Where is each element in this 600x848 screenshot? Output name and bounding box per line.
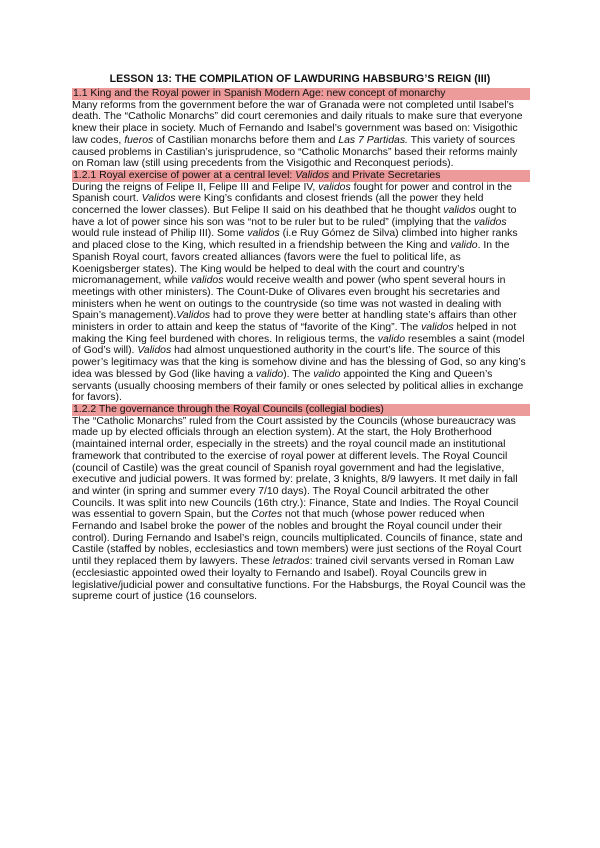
italic-term: valido [450, 240, 478, 252]
italic-term: Cortes [251, 509, 283, 521]
heading-text-run: and Private Secretaries [329, 169, 441, 181]
text-run: (i.e Ruy Gómez de Silva) climbed into higher ranks and placed close to the King, which resulted in a friendship between the King and [72, 228, 518, 252]
italic-term: valido [255, 368, 284, 380]
italic-term: validos [318, 181, 351, 193]
italic-term: validos [247, 228, 280, 240]
italic-term: valido [377, 333, 406, 345]
text-run: ). The [283, 368, 314, 380]
italic-term: validos [190, 275, 224, 287]
heading-text-run: 1.1 King and the Royal power in Spanish Modern Age: new concept of monarchy [73, 88, 446, 99]
text-run: appointed the King and Queen’s servants (usually choosing members of their family or ones selected by political allies in exchange for favors). [72, 368, 524, 404]
text-run: Many reforms from the government before the war of Granada were not completed until Isabel’s death. The “Catholic Monarchs” did court ceremonies and daily rituals to make sure that everyone knew their place in society. Much of Fernando and Isabel’s government was based on: Visigothic law codes, [72, 99, 523, 146]
text-run: : trained civil servants versed in Roman Law (ecclesiastic appointed owed their loyalty to Fernando and Isabel). Royal Councils grew in legislative/judicial power and consultative functions. For the Habsburgs, the Royal Council was the supreme court of justice (16 counselors. [72, 556, 526, 603]
text-run: fought for power and control in the Spanish court. [72, 181, 512, 205]
section-heading [72, 88, 530, 100]
italic-term: validos [443, 205, 476, 217]
heading-text-run: 1.2.2 The governance through the Royal Councils (collegial bodies) [73, 403, 384, 415]
section-paragraph [72, 416, 530, 603]
italic-term: validos [421, 322, 454, 334]
text-run: resembles a saint (model of God’s will). [72, 333, 525, 357]
document-body [72, 88, 530, 603]
section-paragraph [72, 182, 530, 404]
italic-term: Las 7 Partidas. [338, 134, 408, 146]
heading-text-run: 1.2.1 Royal exercise of power at a central level: [73, 169, 296, 181]
text-run: had to prove they were better at handling state’s affairs than other ministers in order to attain and keep the status of “favorite of the King”. The [72, 310, 517, 334]
page-title: LESSON 13: THE COMPILATION OF LAWDURING HABSBURG’S REIGN (III) [109, 73, 491, 85]
text-run: would rule instead of Philip III). Some [72, 228, 248, 240]
italic-term: Validos [176, 310, 211, 322]
text-run: helped in not making the King feel burdened with chores. In religious terms, the [72, 322, 517, 345]
section-heading [72, 170, 530, 182]
text-run: During the reigns of Felipe II, Felipe III and Felipe IV, [72, 181, 319, 193]
text-run: The “Catholic Monarchs” ruled from the Court assisted by the Councils (whose bureaucracy was made up by elected officials through an election system). At the start, the Holy Brotherhood (maintained internal order, especially in the streets) and the royal council made an institutional framework that contributed to the exercise of royal power at different levels. The Royal Council (council of Castile) was the great council of Spanish royal government and had the legislative, executive and judicial powers. It was formed by: prelate, 3 knights, 8/9 lawyers. It met daily in fall and winter (in spring and summer every 7/10 days). The Royal Council arbitrated the other Councils. It was split into new Councils (16th ctry.): Finance, State and Indies. The Royal Council was essential to govern Spain, but the [72, 415, 519, 521]
text-run: not that much (whose power reduced when Fernando and Isabel broke the power of the nobles and brought the Royal council under their control). During Fernando and Isabel’s reign, councils multiplicated. Councils of finance, state and Castile (staffed by nobles, ecclesiastics and town members) were just sections of the Royal Court until they replaced them by lawyers. These [72, 509, 523, 568]
italic-term: letrados [272, 556, 310, 568]
italic-term: Validos [137, 345, 172, 357]
text-run: had almost unquestioned authority in the court’s life. The source of this power’s legitimacy was that the king is somehow divine and has the blessing of God, so any king’s idea was blessed by God (like having a [72, 345, 526, 380]
text-run: would receive wealth and power (who spent several hours in meetings with other ministers). The Count-Duke of Olivares even brought his secretaries and ministers when he went on outings to the countryside (so time was not wasted in dealing with Spain’s management). [72, 275, 506, 322]
italic-term: validos [474, 216, 507, 228]
text-run: were King’s confidants and closest friends (all the power they held concerned the lower classes). But Felipe II said on his deathbed that he thought [72, 193, 484, 217]
section-heading [72, 404, 530, 416]
italic-term: valido [313, 368, 341, 380]
text-run: of Castilian monarchs before them and [153, 134, 339, 146]
text-run: ought to have a lot of power since his son was “not to be ruler but to be ruled” (implying that the [72, 205, 517, 228]
italic-term: fueros [124, 134, 154, 146]
heading-italic-run: Validos [295, 169, 330, 181]
italic-term: Validos [141, 193, 176, 205]
text-run: . In the Spanish Royal court, favors created alliances (favors were the fuel to political life, as Koenigsberger states). The King would be helped to deal with the court and country’s micromanagement, while [72, 240, 510, 287]
section-paragraph [72, 100, 530, 170]
text-run: This variety of sources caused problems in Castilian’s jurisprudence, so “Catholic Monarchs” based their reforms mainly on Roman law (still using precedents from the Visigothic and Reconquest periods). [72, 134, 518, 170]
